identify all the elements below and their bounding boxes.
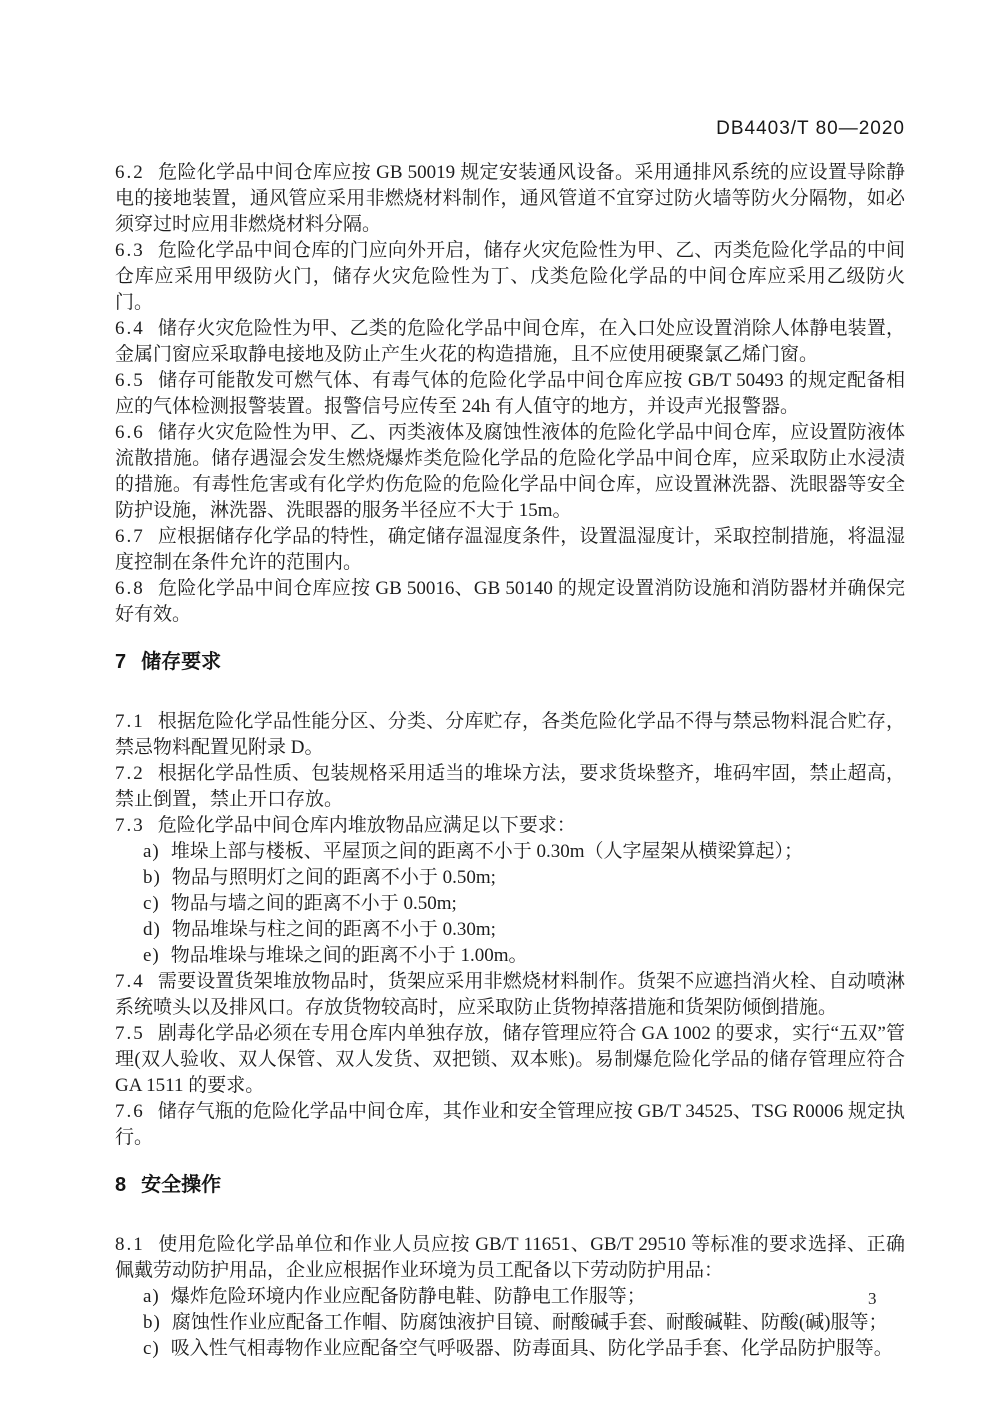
clause-text: 储存火灾危险性为甲、乙类的危险化学品中间仓库，在入口处应设置消除人体静电装置，金属门窗应采取静电接地及防止产生火花的构造措施，且不应使用硬聚氯乙烯门窗。 [115, 318, 905, 365]
item-text: 物品堆垛与堆垛之间的距离不小于 1.00m。 [170, 945, 528, 966]
clause-number: 7.5 [115, 1023, 145, 1044]
clause-number: 6.2 [115, 162, 145, 183]
clause-number: 7.4 [115, 971, 145, 992]
clause-6-3 [115, 238, 905, 316]
document-code-header: DB4403/T 80—2020 [716, 118, 905, 139]
clause-text: 根据化学品性质、包装规格采用适当的堆垛方法，要求货垛整齐，堆码牢固，禁止超高，禁止倒置，禁止开口存放。 [115, 763, 905, 810]
clause-number: 8.1 [115, 1234, 145, 1255]
clause-number: 7.6 [115, 1101, 145, 1122]
section-8-heading [115, 1172, 905, 1199]
section-7-heading [115, 649, 905, 676]
clause-text: 需要设置货架堆放物品时，货架应采用非燃烧材料制作。货架不应遮挡消火栓、自动喷淋系统喷头以及排风口。存放货物较高时，应采取防止货物掉落措施和货架防倾倒措施。 [115, 971, 905, 1018]
item-letter: e) [143, 945, 160, 966]
clause-6-8 [115, 576, 905, 628]
clause-7-3 [115, 813, 905, 839]
list-item-a [115, 1284, 905, 1310]
list-item-b [115, 865, 905, 891]
item-letter: b) [143, 1312, 161, 1333]
clause-text: 剧毒化学品必须在专用仓库内单独存放，储存管理应符合 GA 1002 的要求，实行“五双”管理(双人验收、双人保管、双人发货、双把锁、双本账)。易制爆危险化学品的储存管理应符合 GA 1511 的要求。 [115, 1023, 905, 1096]
item-letter: a) [143, 841, 160, 862]
clause-number: 6.5 [115, 370, 145, 391]
clause-7-2 [115, 761, 905, 813]
clause-text: 危险化学品中间仓库内堆放物品应满足以下要求： [157, 815, 576, 836]
item-text: 堆垛上部与楼板、平屋顶之间的距离不小于 0.30m（人字屋架从横梁算起）； [170, 841, 804, 862]
page-number: 3 [868, 1289, 877, 1308]
item-text: 物品与照明灯之间的距离不小于 0.50m; [171, 867, 496, 888]
clause-text: 储存火灾危险性为甲、乙、丙类液体及腐蚀性液体的危险化学品中间仓库，应设置防液体流散措施。储存遇湿会发生燃烧爆炸类危险化学品的危险化学品中间仓库，应采取防止水浸渍的措施。有毒性危害或有化学灼伤危险的危险化学品中间仓库，应设置淋洗器、洗眼器等安全防护设施，淋洗器、洗眼器的服务半径应不大于 15m。 [115, 422, 905, 521]
clause-6-4 [115, 316, 905, 368]
clause-7-5 [115, 1021, 905, 1099]
item-letter: a) [143, 1286, 160, 1307]
clause-text: 根据危险化学品性能分区、分类、分库贮存，各类危险化学品不得与禁忌物料混合贮存，禁忌物料配置见附录 D。 [115, 711, 905, 758]
clause-text: 应根据储存化学品的特性，确定储存温湿度条件，设置温湿度计，采取控制措施，将温湿度控制在条件允许的范围内。 [115, 526, 905, 573]
document-body [115, 160, 905, 1362]
list-item-b [115, 1310, 905, 1336]
item-text: 腐蚀性作业应配备工作帽、防腐蚀液护目镜、耐酸碱手套、耐酸碱鞋、防酸(碱)服等； [171, 1312, 888, 1333]
clause-number: 6.8 [115, 578, 145, 599]
item-letter: c) [143, 1338, 160, 1359]
clause-text: 危险化学品中间仓库应按 GB 50016、GB 50140 的规定设置消防设施和消防器材并确保完好有效。 [115, 578, 905, 625]
clause-text: 储存可能散发可燃气体、有毒气体的危险化学品中间仓库应按 GB/T 50493 的规定配备相应的气体检测报警装置。报警信号应传至 24h 有人值守的地方，并设声光报警器。 [115, 370, 905, 417]
clause-text: 储存气瓶的危险化学品中间仓库，其作业和安全管理应按 GB/T 34525、TSG R0006 规定执行。 [115, 1101, 905, 1148]
clause-number: 6.7 [115, 526, 145, 547]
list-item-c [115, 1336, 905, 1362]
item-text: 物品堆垛与柱之间的距离不小于 0.30m; [171, 919, 496, 940]
clause-number: 7.1 [115, 711, 145, 732]
clause-number: 7.3 [115, 815, 145, 836]
list-item-a [115, 839, 905, 865]
list-item-e [115, 943, 905, 969]
item-text: 物品与墙之间的距离不小于 0.50m; [170, 893, 457, 914]
clause-text: 危险化学品中间仓库的门应向外开启，储存火灾危险性为甲、乙、丙类危险化学品的中间仓库应采用甲级防火门，储存火灾危险性为丁、戊类危险化学品的中间仓库应采用乙级防火门。 [115, 240, 905, 313]
section-title: 安全操作 [141, 1174, 222, 1196]
list-item-d [115, 917, 905, 943]
section-title: 储存要求 [141, 651, 222, 673]
section-number: 7 [115, 651, 128, 673]
clause-7-1 [115, 709, 905, 761]
clause-number: 6.6 [115, 422, 145, 443]
clause-number: 6.3 [115, 240, 145, 261]
list-item-c [115, 891, 905, 917]
item-text: 爆炸危险环境内作业应配备防静电鞋、防静电工作服等； [170, 1286, 646, 1307]
clause-text: 使用危险化学品单位和作业人员应按 GB/T 11651、GB/T 29510 等标准的要求选择、正确佩戴劳动防护用品，企业应根据作业环境为员工配备以下劳动防护用品： [115, 1234, 905, 1281]
clause-8-1 [115, 1232, 905, 1284]
item-letter: b) [143, 867, 161, 888]
clause-6-2 [115, 160, 905, 238]
item-text: 吸入性气相毒物作业应配备空气呼吸器、防毒面具、防化学品手套、化学品防护服等。 [170, 1338, 893, 1359]
item-letter: c) [143, 893, 160, 914]
clause-6-6 [115, 420, 905, 524]
section-number: 8 [115, 1174, 128, 1196]
clause-number: 7.2 [115, 763, 145, 784]
item-letter: d) [143, 919, 161, 940]
clause-7-4 [115, 969, 905, 1021]
clause-7-6 [115, 1099, 905, 1151]
clause-6-5 [115, 368, 905, 420]
clause-number: 6.4 [115, 318, 145, 339]
clause-text: 危险化学品中间仓库应按 GB 50019 规定安装通风设备。采用通排风系统的应设置导除静电的接地装置，通风管应采用非燃烧材料制作，通风管道不宜穿过防火墙等防火分隔物，如必须穿过时应用非燃烧材料分隔。 [115, 162, 905, 235]
clause-6-7 [115, 524, 905, 576]
